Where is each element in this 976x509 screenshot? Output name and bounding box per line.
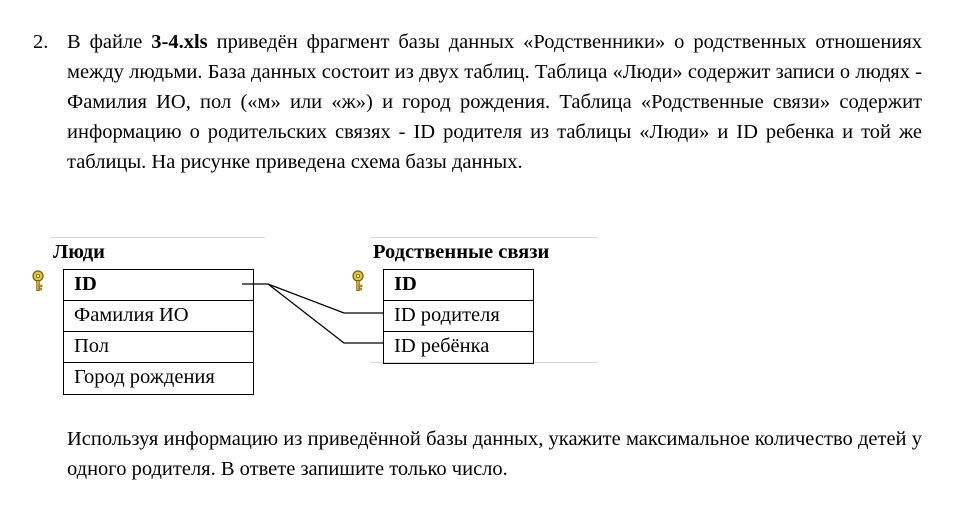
question-text: Используя информацию из приведённой базы данных, укажите максимальное количество детей у одного родителя. В ответе запишите только число. [67, 428, 922, 480]
relations-field-id: ID [384, 270, 533, 301]
task-filename: 3-4.xls [151, 31, 208, 53]
people-field-name: Фамилия ИО [64, 301, 253, 332]
task-body: приведён фрагмент базы данных «Родственники» о родственных отношениях между людьми. База данных состоит из двух таблиц. Таблица «Люди» содержит записи о людях - Фамилия ИО, пол («м» или «ж») и город рождения. Таблица «Родственные связи» содержит информацию о родительских связях - ID родителя из таблицы «Люди» и ID ребенка и той же таблицы. На рисунке приведена схема базы данных. [67, 31, 922, 173]
relations-field-child-id: ID ребёнка [394, 335, 490, 357]
relations-table-title: Родственные связи [373, 241, 550, 263]
task-intro: В файле [67, 31, 152, 53]
people-field-sex: Пол [64, 332, 253, 363]
relation-line-parent [242, 284, 384, 313]
people-field-id: ID [64, 270, 253, 301]
relations-field-parent-id: ID родителя [384, 301, 533, 332]
people-table-title: Люди [53, 241, 105, 263]
people-field-city: Город рождения [74, 366, 215, 388]
task-number: 2. [33, 31, 49, 53]
